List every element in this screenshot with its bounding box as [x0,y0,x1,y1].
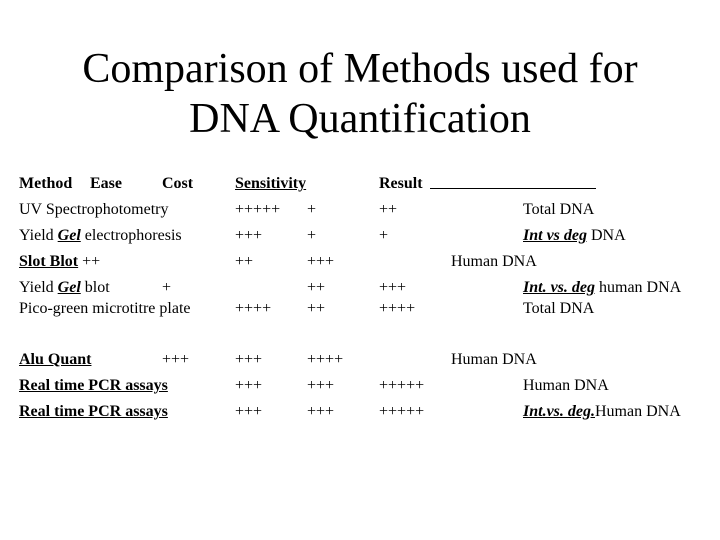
row-3-s2: ++ [307,279,326,296]
row-0-s1: +++++ [235,201,281,218]
row-5-method: Alu Quant [19,351,92,368]
row-3-r1: +++ [379,279,407,296]
row-1-result [523,227,626,245]
row-3-result-post: human DNA [595,279,682,296]
header-sensitivity: Sensitivity [235,175,307,192]
row-3-cost: + [162,279,172,296]
row-7-method: Real time PCR assays [19,403,168,420]
header-method: Method [19,175,73,192]
row-1-s1: +++ [235,227,263,244]
row-5-cost: +++ [162,351,190,368]
row-6-result: Human DNA [523,377,609,394]
row-2-method-em: Slot Blot [19,253,79,270]
row-7-result [523,403,681,421]
row-5-result: Human DNA [451,351,537,368]
row-2-method [19,253,100,271]
row-4-method: Pico-green microtitre plate [19,300,191,317]
title-line-2: DNA Quantification [189,96,531,142]
row-5-s2: ++++ [307,351,344,368]
row-2-s2: +++ [307,253,335,270]
row-6-r1: +++++ [379,377,425,394]
row-2-method-post: ++ [78,253,101,270]
row-0-r1: ++ [379,201,398,218]
header-result-underline [430,188,596,189]
row-3-result [523,279,681,297]
row-4-r1: ++++ [379,300,416,317]
row-1-r1: + [379,227,389,244]
row-1-result-em: Int vs deg [523,227,587,244]
row-1-result-post: DNA [587,227,626,244]
row-2-s1: ++ [235,253,254,270]
header-cost: Cost [162,175,194,192]
row-2-result: Human DNA [451,253,537,270]
row-4-s2: ++ [307,300,326,317]
slide-title [0,44,720,144]
row-1-method-pre: Yield [19,227,58,244]
title-line-1: Comparison of Methods used for [82,46,638,92]
row-0-s2: + [307,201,317,218]
row-3-method-em: Gel [57,279,81,296]
row-3-method-post: blot [80,279,110,296]
row-7-r1: +++++ [379,403,425,420]
row-1-method [19,227,182,245]
row-3-method [19,279,110,297]
row-3-result-em: Int. vs. deg [523,279,595,296]
row-7-result-em: Int.vs. deg. [523,403,595,420]
row-4-result: Total DNA [523,300,595,317]
row-7-result-post: Human DNA [595,403,681,420]
row-0-method: UV Spectrophotometry [19,201,169,218]
row-7-s1: +++ [235,403,263,420]
row-1-s2: + [307,227,317,244]
row-7-s2: +++ [307,403,335,420]
header-ease: Ease [90,175,122,192]
row-3-method-pre: Yield [19,279,58,296]
row-4-s1: ++++ [235,300,272,317]
row-6-s2: +++ [307,377,335,394]
row-0-result: Total DNA [523,201,595,218]
row-6-s1: +++ [235,377,263,394]
row-6-method: Real time PCR assays [19,377,168,394]
header-result: Result [379,175,423,192]
row-5-s1: +++ [235,351,263,368]
row-1-method-em: Gel [57,227,81,244]
row-1-method-post: electrophoresis [80,227,182,244]
